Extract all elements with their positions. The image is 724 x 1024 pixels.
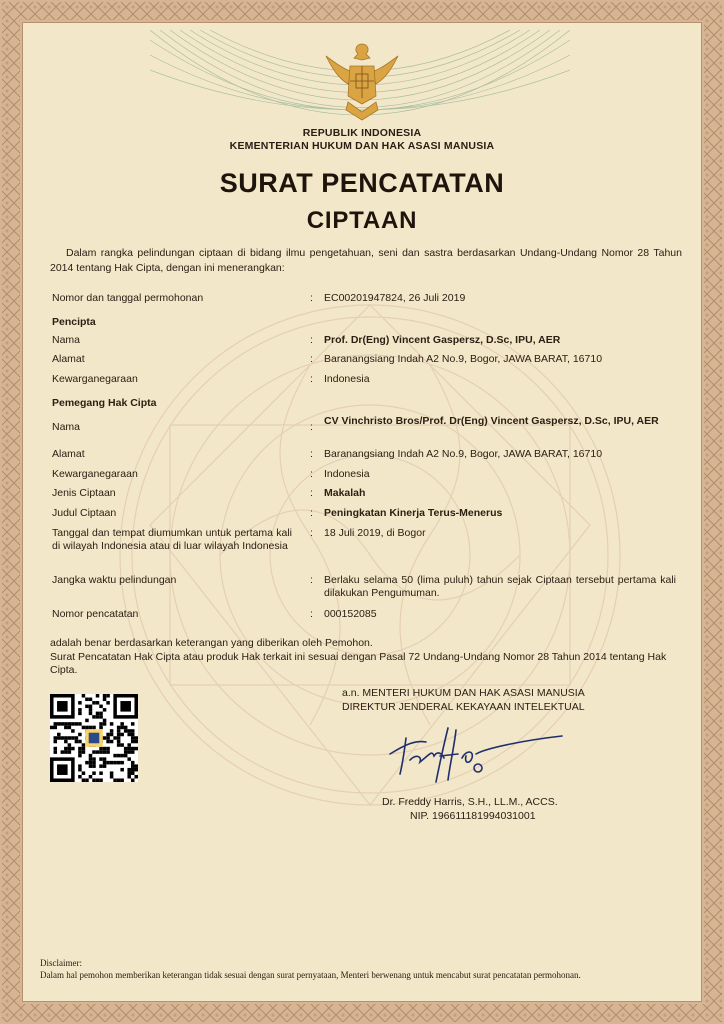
field-label: Tanggal dan tempat diumumkan untuk pertama kali di wilayah Indonesia atau di luar wilayah Indonesia — [52, 527, 292, 552]
field-colon: : — [310, 421, 313, 433]
field-label: Jangka waktu pelindungan — [52, 574, 177, 586]
field-colon: : — [310, 527, 313, 539]
field-label: Kewarganegaraan — [52, 468, 138, 480]
field-value: Makalah — [324, 487, 366, 499]
field-value: 000152085 — [324, 608, 377, 620]
field-colon: : — [310, 448, 313, 460]
field-value: Berlaku selama 50 (lima puluh) tahun sejak Ciptaan tersebut pertama kali dilakukan Pengumuman. — [324, 574, 676, 599]
document-subtitle: CIPTAAN — [306, 207, 418, 234]
field-value: Indonesia — [324, 373, 370, 385]
field-colon: : — [310, 334, 313, 346]
closing-line-1: adalah benar berdasarkan keterangan yang diberikan oleh Pemohon. — [50, 637, 373, 649]
field-colon: : — [310, 507, 313, 519]
field-colon: : — [310, 608, 313, 620]
garuda-emblem — [318, 38, 406, 126]
field-value: Indonesia — [324, 468, 370, 480]
header-country: REPUBLIK INDONESIA — [302, 127, 422, 139]
field-colon: : — [310, 468, 313, 480]
field-value: Baranangsiang Indah A2 No.9, Bogor, JAWA BARAT, 16710 — [324, 353, 603, 365]
field-value: CV Vinchristo Bros/Prof. Dr(Eng) Vincent Gaspersz, D.Sc, IPU, AER — [324, 415, 659, 427]
field-label: Nomor dan tanggal permohonan — [52, 292, 204, 304]
field-colon: : — [310, 373, 313, 385]
field-label: Alamat — [52, 448, 85, 460]
field-value: 18 Juli 2019, di Bogor — [324, 527, 426, 539]
signatory-name: Dr. Freddy Harris, S.H., LL.M., ACCS. — [382, 796, 558, 808]
section-pencipta: Pencipta — [52, 316, 96, 328]
signature-position: DIREKTUR JENDERAL KEKAYAAN INTELEKTUAL — [342, 701, 585, 713]
field-value: Prof. Dr(Eng) Vincent Gaspersz, D.Sc, IPU, AER — [324, 334, 561, 346]
field-colon: : — [310, 487, 313, 499]
header-ministry: KEMENTERIAN HUKUM DAN HAK ASASI MANUSIA — [229, 140, 495, 152]
field-value: Peningkatan Kinerja Terus-Menerus — [324, 507, 503, 519]
intro-paragraph: Dalam rangka pelindungan ciptaan di bidang ilmu pengetahuan, seni dan sastra berdasarkan Undang-Undang Nomor 28 Tahun 2014 tentang Hak Cipta, dengan ini menerangkan: — [50, 247, 682, 274]
field-colon: : — [310, 292, 313, 304]
field-label: Nama — [52, 334, 81, 346]
disclaimer-text: Dalam hal pemohon memberikan keterangan tidak sesuai dengan surat pernyataan, Menteri berwenang untuk mencabut surat pencatatan permohonan. — [40, 970, 581, 980]
field-label: Nomor pencatatan — [52, 608, 139, 620]
closing-line-2: Surat Pencatatan Hak Cipta atau produk Hak terkait ini sesuai dengan Pasal 72 Undang-Undang Nomor 28 Tahun 2014 tentang Hak Cipta. — [50, 651, 667, 676]
field-label: Jenis Ciptaan — [52, 487, 116, 499]
field-label: Kewarganegaraan — [52, 373, 138, 385]
signatory-nip: NIP. 196611181994031001 — [410, 810, 536, 822]
document-title: SURAT PENCATATAN — [219, 168, 505, 198]
field-value: EC00201947824, 26 Juli 2019 — [324, 292, 466, 304]
field-label: Alamat — [52, 353, 85, 365]
field-colon: : — [310, 574, 313, 586]
field-label: Judul Ciptaan — [52, 507, 117, 519]
disclaimer-heading: Disclaimer: — [40, 958, 82, 968]
signature-on-behalf: a.n. MENTERI HUKUM DAN HAK ASASI MANUSIA — [342, 687, 585, 699]
field-value: Baranangsiang Indah A2 No.9, Bogor, JAWA BARAT, 16710 — [324, 448, 603, 460]
field-colon: : — [310, 353, 313, 365]
section-pemegang: Pemegang Hak Cipta — [52, 397, 157, 409]
handwritten-signature — [386, 720, 566, 786]
qr-code — [50, 694, 138, 782]
field-label: Nama — [52, 421, 81, 433]
